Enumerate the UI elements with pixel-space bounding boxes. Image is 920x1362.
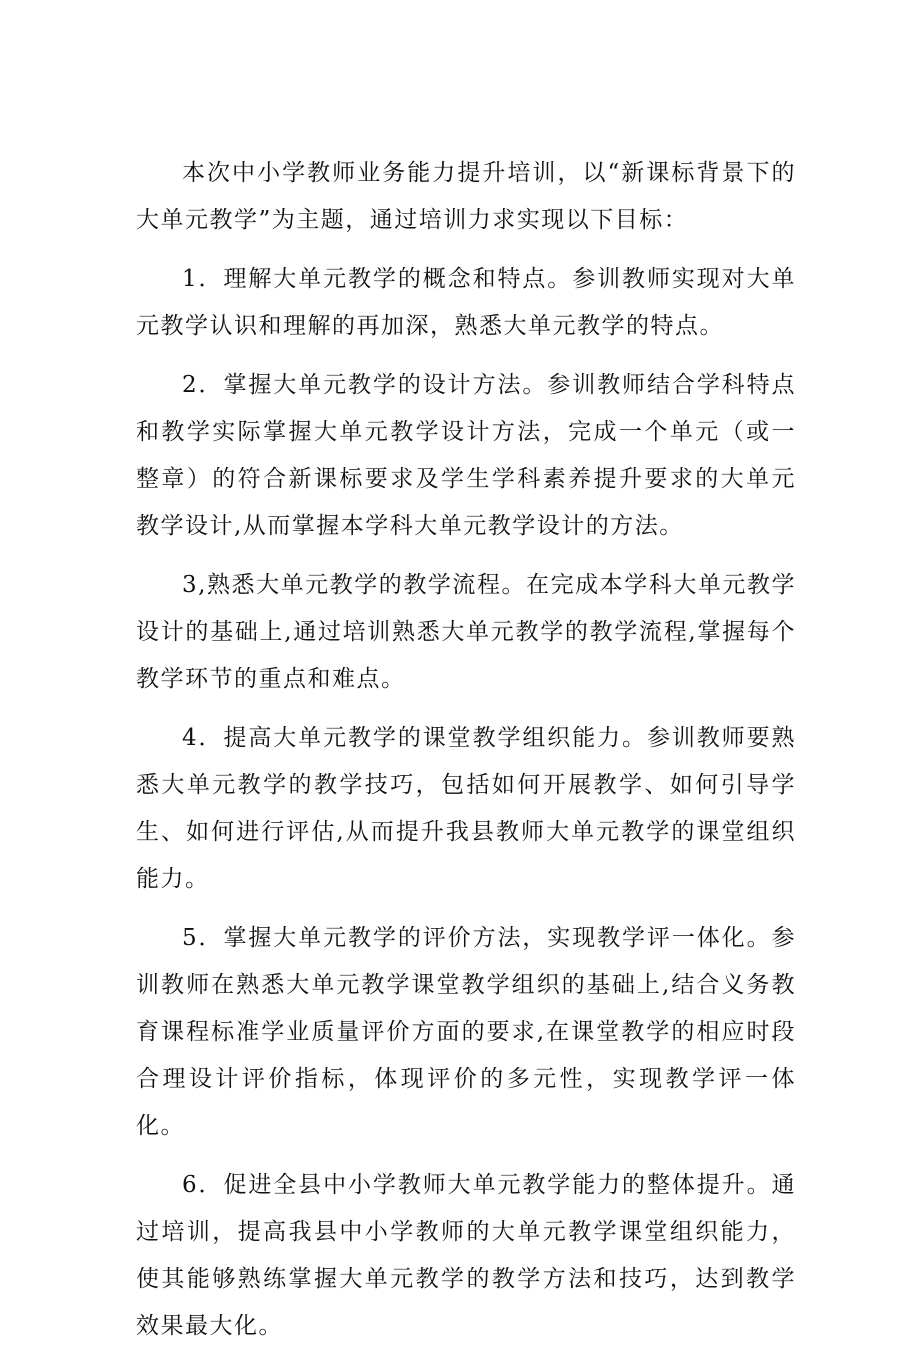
paragraph-goal-1: 1．理解大单元教学的概念和特点。参训教师实现对大单元教学认识和理解的再加深，熟悉大单元教学的特点。 [136, 266, 796, 339]
paragraph-goal-4: 4．提高大单元教学的课堂教学组织能力。参训教师要熟悉大单元教学的教学技巧，包括如何开展教学、如何引导学生、如何进行评估,从而提升我县教师大单元教学的课堂组织能力。 [136, 725, 796, 892]
paragraph-goal-5: 5．掌握大单元教学的评价方法，实现教学评一体化。参训教师在熟悉大单元教学课堂教学组织的基础上,结合义务教育课程标准学业质量评价方面的要求,在课堂教学的相应时段合理设计评价指标，体现评价的多元性，实现教学评一体化。 [136, 925, 796, 1139]
paragraph-goal-6: 6．促进全县中小学教师大单元教学能力的整体提升。通过培训，提高我县中小学教师的大单元教学课堂组织能力，使其能够熟练掌握大单元教学的教学方法和技巧，达到教学效果最大化。 [136, 1172, 796, 1339]
paragraph-intro: 本次中小学教师业务能力提升培训，以“新课标背景下的大单元教学”为主题，通过培训力求实现以下目标： [136, 160, 796, 233]
document-body [136, 150, 796, 1362]
paragraph-goal-2: 2．掌握大单元教学的设计方法。参训教师结合学科特点和教学实际掌握大单元教学设计方法，完成一个单元（或一整章）的符合新课标要求及学生学科素养提升要求的大单元教学设计,从而掌握本学科大单元教学设计的方法。 [136, 372, 796, 539]
paragraph-goal-3: 3,熟悉大单元教学的教学流程。在完成本学科大单元教学设计的基础上,通过培训熟悉大单元教学的教学流程,掌握每个教学环节的重点和难点。 [136, 572, 796, 692]
